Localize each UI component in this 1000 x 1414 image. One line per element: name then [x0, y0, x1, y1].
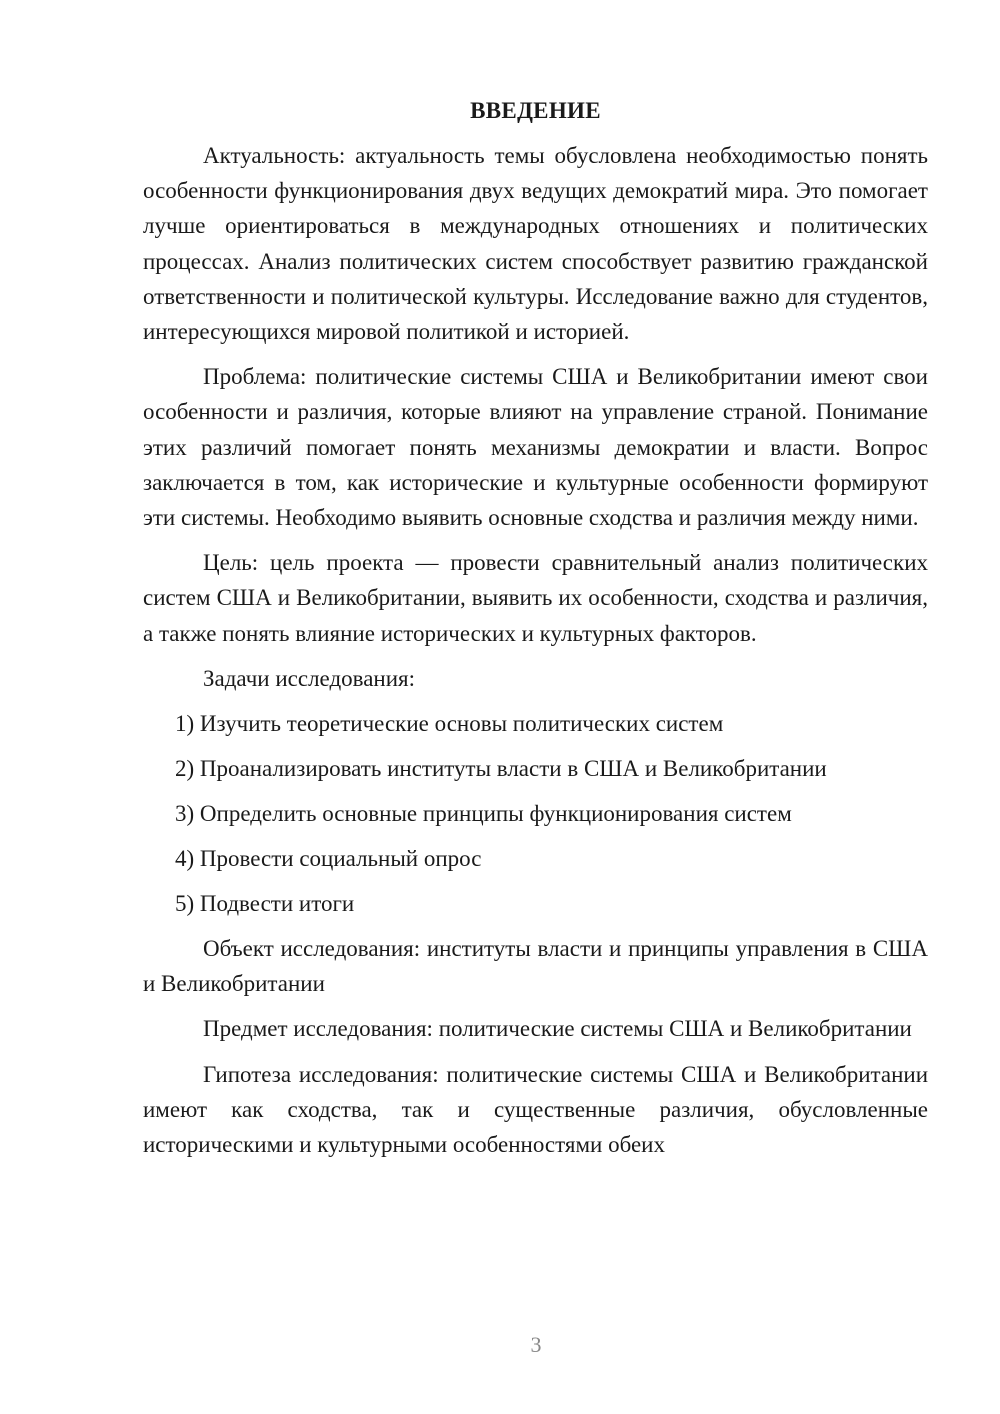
list-item: 1) Изучить теоретические основы политических систем	[175, 711, 724, 737]
paragraph-relevance: Актуальность: актуальность темы обусловлена необходимостью понять особенности функционирования двух ведущих демократий мира. Это помогает лучше ориентироваться в международных отношениях и политических процессах. Анализ политических систем способствует развитию гражданской ответственности и политической культуры. Исследование важно для студентов, интересующихся мировой политикой и историей.	[143, 143, 928, 345]
paragraph-subject: Предмет исследования: политические системы США и Великобритании	[203, 1016, 912, 1042]
paragraph-object: Объект исследования: институты власти и принципы управления в США и Великобритании	[143, 936, 928, 997]
page-content	[143, 93, 928, 1162]
page-title: ВВЕДЕНИЕ	[470, 98, 601, 123]
list-item: 4) Провести социальный опрос	[175, 846, 482, 872]
tasks-heading: Задачи исследования:	[203, 665, 416, 691]
paragraph-hypothesis: Гипотеза исследования: политические системы США и Великобритании имеют как сходства, так и существенные различия, обусловленные историческими и культурными особенностями обеих	[143, 1061, 928, 1158]
paragraph-goal: Цель: цель проекта — провести сравнительный анализ политических систем США и Великобритании, выявить их особенности, сходства и различия, а также понять влияние исторических и культурных факторов.	[143, 550, 928, 646]
paragraph-problem: Проблема: политические системы США и Великобритании имеют свои особенности и различия, которые влияют на управление страной. Понимание этих различий помогает понять механизмы демократии и власти. Вопрос заключается в том, как исторические и культурные особенности формируют эти системы. Необходимо выявить основные сходства и различия между ними.	[143, 364, 928, 531]
task-list	[143, 706, 928, 921]
list-item: 3) Определить основные принципы функционирования систем	[175, 801, 792, 827]
list-item: 2) Проанализировать институты власти в США и Великобритании	[175, 756, 827, 782]
list-item: 5) Подвести итоги	[175, 891, 355, 917]
page-number: 3	[530, 1332, 542, 1357]
